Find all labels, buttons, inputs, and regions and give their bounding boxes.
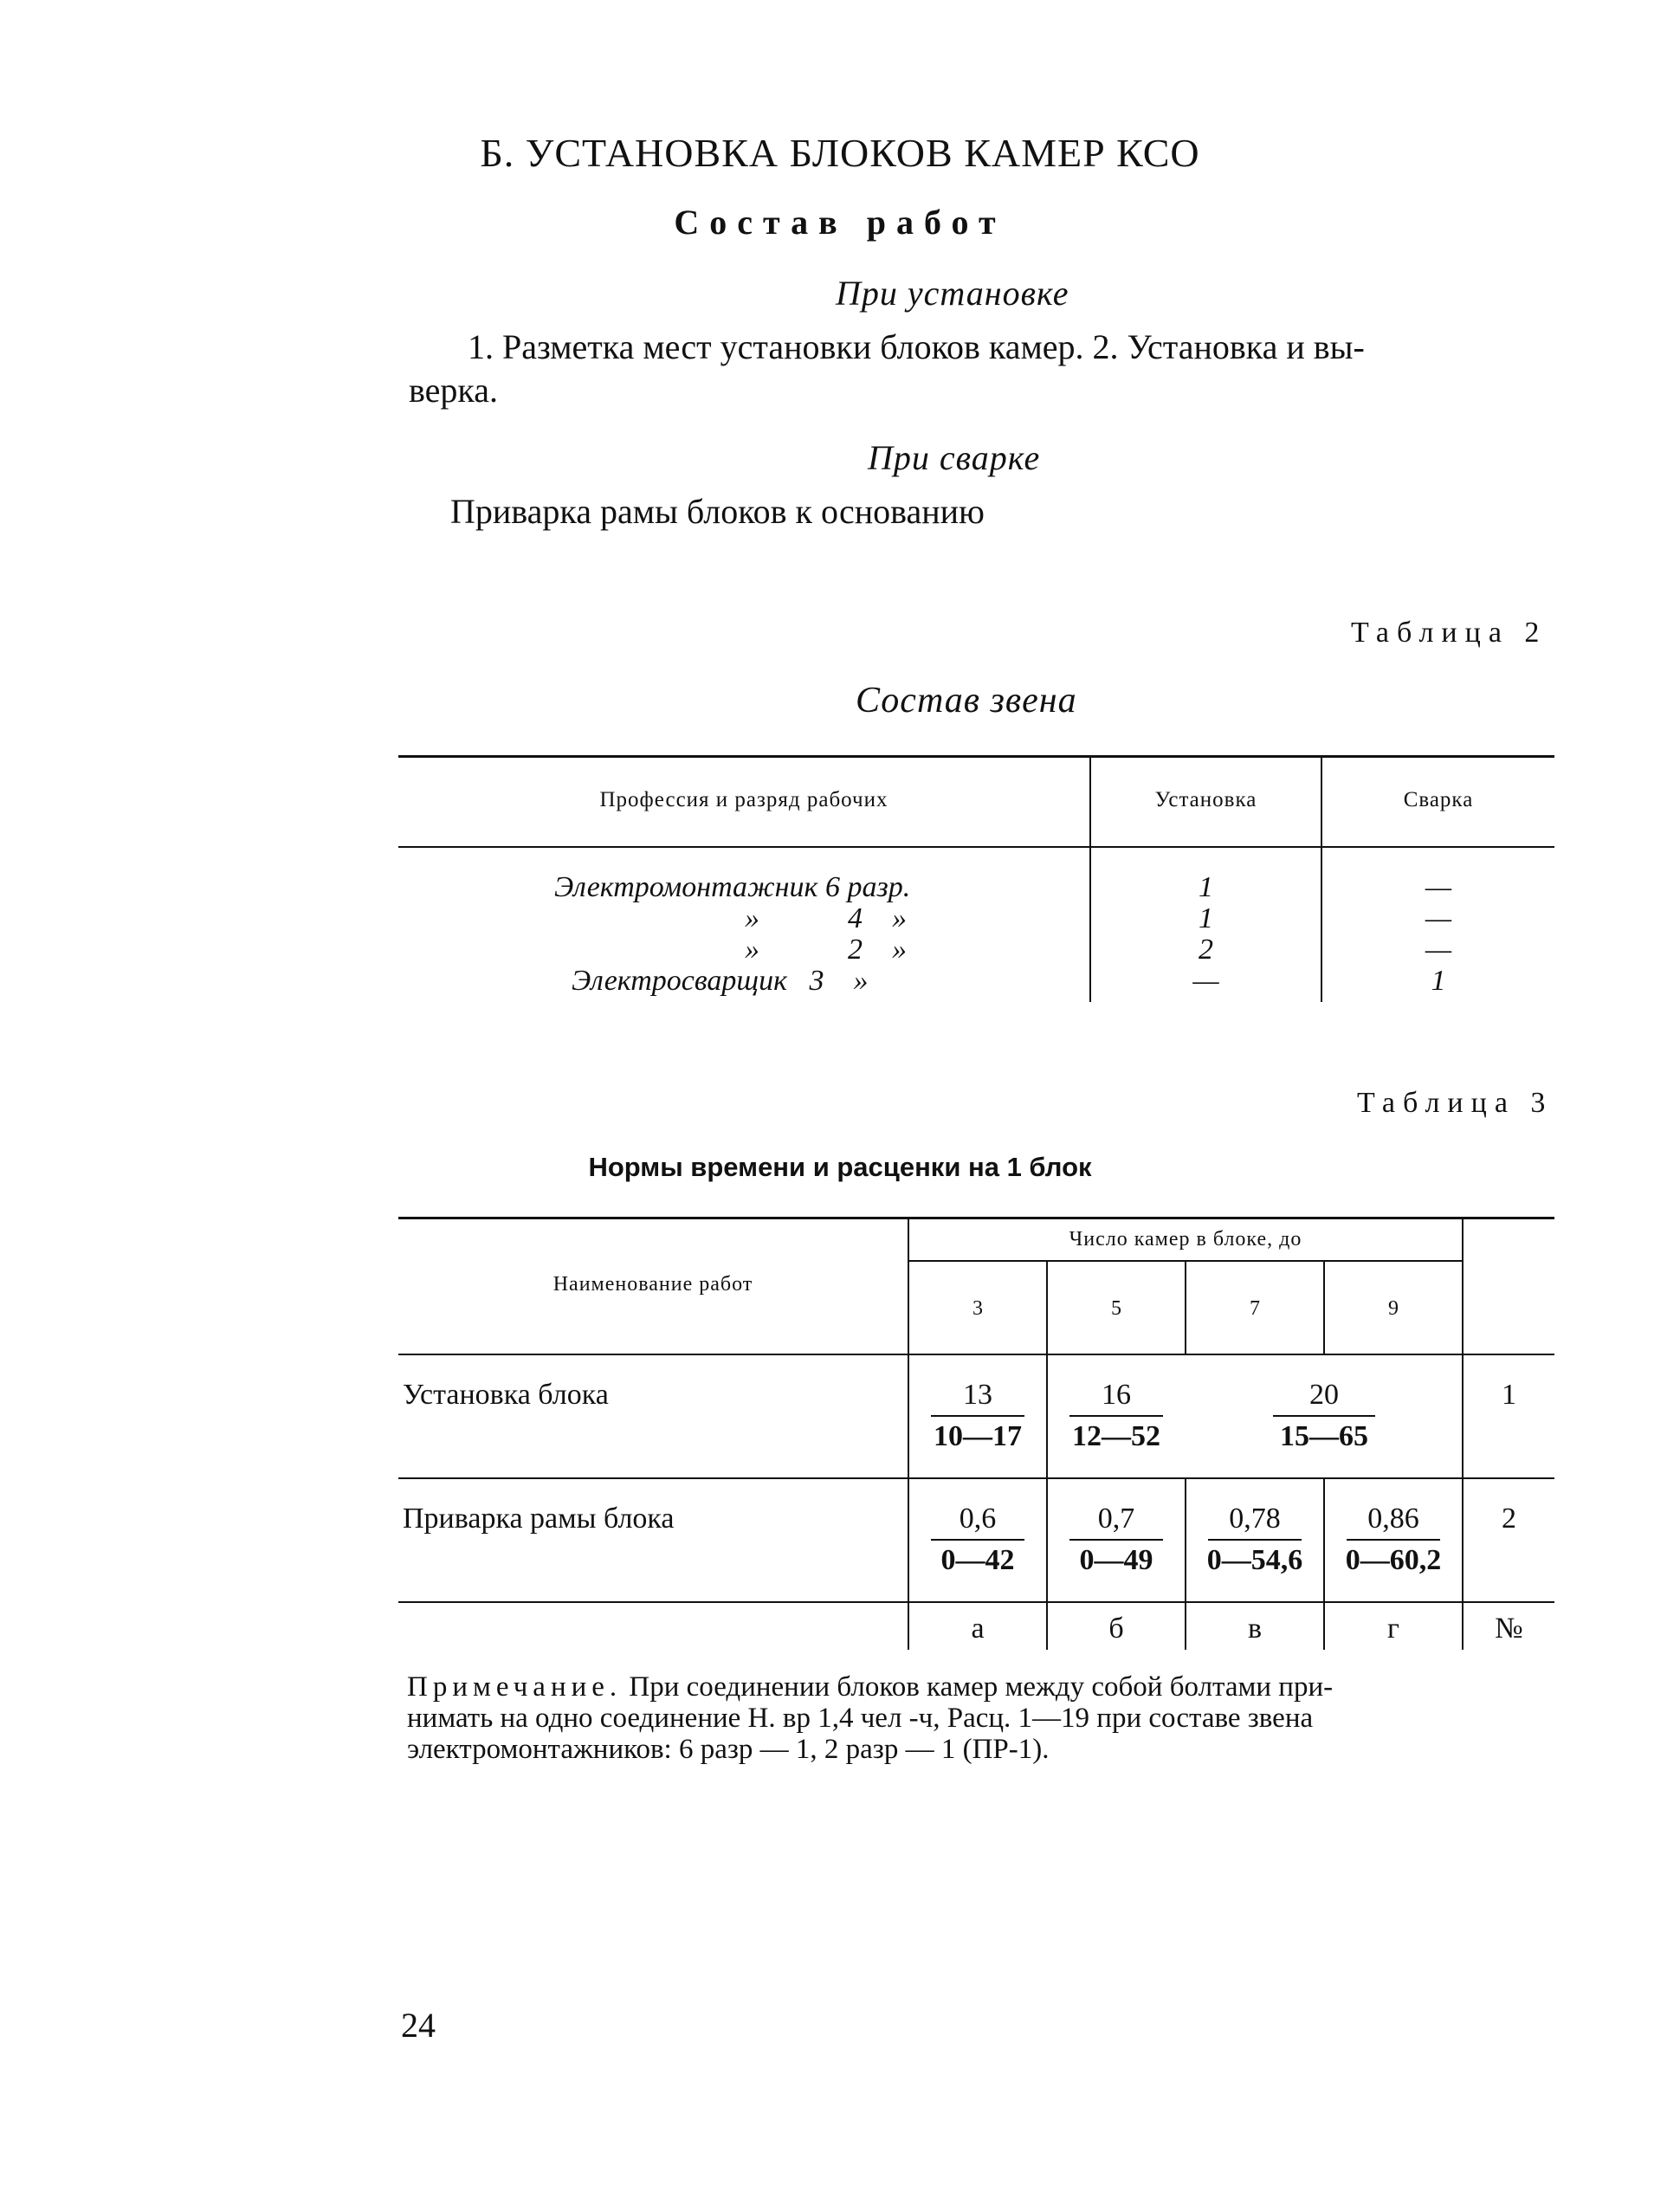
table3-row1-c3-rate: 15—65	[1280, 1420, 1368, 1452]
table3-label: Таблица 3	[1357, 1087, 1554, 1119]
table2-row2-weld: —	[1425, 902, 1452, 934]
table3-row2-c1-norm: 0,6	[959, 1503, 997, 1535]
table3-row1-c3-line	[1273, 1415, 1375, 1417]
table3-row2-c3-line	[1208, 1539, 1302, 1541]
table3-footer-v: в	[1247, 1613, 1263, 1645]
table3-row1-c1-line	[931, 1415, 1024, 1417]
table3-top-rule	[398, 1217, 1554, 1219]
page-number: 24	[401, 2006, 436, 2045]
note-prefix: Примечание.	[407, 1671, 623, 1703]
table2-header-rule	[398, 846, 1554, 848]
note	[407, 1671, 1554, 1765]
table3-footer-b: б	[1108, 1613, 1124, 1645]
table3-row2-name: Приварка рамы блока	[403, 1503, 675, 1535]
table3-row2-c3-rate: 0—54,6	[1206, 1544, 1303, 1576]
table3-col-7: 7	[1250, 1297, 1260, 1320]
table2-row1-profession: Электромонтажник 6 разр.	[554, 871, 911, 903]
table2-row1-weld: —	[1425, 871, 1452, 903]
install-text-line1: 1. Разметка мест установки блоков камер. 2. Установка и вы-	[468, 327, 1365, 366]
section-title: Б. УСТАНОВКА БЛОКОВ КАМЕР КСО	[480, 131, 1200, 175]
table3-row1-c2-line	[1069, 1415, 1163, 1417]
table3-row2-c2-norm: 0,7	[1097, 1503, 1135, 1535]
table3-row2-c2-rate: 0—49	[1079, 1544, 1153, 1576]
table3-col-3: 3	[972, 1297, 983, 1320]
table2-header-install: Установка	[1154, 788, 1257, 811]
table3-divider-no	[1462, 1217, 1464, 1650]
table2-row2-profession: » 4 »	[745, 902, 907, 934]
table2-label: Таблица 2	[1351, 617, 1548, 649]
table3-header-works: Наименование работ	[552, 1273, 753, 1296]
table3-header-rule	[398, 1354, 1554, 1355]
note-line1	[407, 1671, 1554, 1703]
table3-footer-a: а	[971, 1613, 985, 1645]
table3-row1-c2-norm: 16	[1102, 1379, 1131, 1411]
note-line2: нимать на одно соединение Н. вр 1,4 чел -ч, Расц. 1—19 при составе звена	[407, 1703, 1314, 1734]
table3-row1-c3-norm: 20	[1309, 1379, 1339, 1411]
weld-text: Приварка рамы блоков к основанию	[450, 492, 985, 531]
table3-row2-rule	[398, 1601, 1554, 1603]
table3-footer-no: №	[1495, 1613, 1523, 1645]
weld-subtitle: При сварке	[868, 438, 1041, 477]
note-line1-text: При соединении блоков камер между собой болтами при-	[622, 1671, 1334, 1703]
table2-row4-weld: 1	[1431, 965, 1446, 997]
table3-row2-c3-norm: 0,78	[1229, 1503, 1281, 1535]
table3-footer-g: г	[1387, 1613, 1399, 1645]
table3-row2-c1-rate: 0—42	[940, 1544, 1015, 1576]
install-subtitle: При установке	[836, 274, 1069, 313]
table3-row2-no: 2	[1502, 1503, 1516, 1535]
table2-row3-weld: —	[1425, 934, 1452, 966]
table3-header-group: Число камер в блоке, до	[1069, 1228, 1302, 1251]
table2-row3-install: 2	[1199, 934, 1213, 966]
table3-title: Нормы времени и расценки на 1 блок	[588, 1152, 1092, 1182]
table3-row1-c1-norm: 13	[963, 1379, 992, 1411]
table3-col-9: 9	[1388, 1297, 1399, 1320]
table2-row4-install: —	[1192, 965, 1219, 997]
table2-row4-profession: Электросварщик 3 »	[572, 965, 869, 997]
table2-header-weld: Сварка	[1403, 788, 1474, 811]
table3-row2-c4-rate: 0—60,2	[1345, 1544, 1442, 1576]
table3-row1-no: 1	[1502, 1379, 1516, 1411]
table2-header-profession: Профессия и разряд рабочих	[599, 788, 888, 811]
table3-row2-c4-line	[1347, 1539, 1440, 1541]
install-text-line2: верка.	[409, 371, 498, 410]
note-line3: электромонтажников: 6 разр — 1, 2 разр — 1 (ПР-1).	[407, 1734, 1050, 1765]
table2-title: Состав звена	[856, 681, 1077, 721]
work-composition-title: Состав работ	[674, 203, 1006, 242]
table2-top-rule	[398, 755, 1554, 758]
table2-row1-install: 1	[1199, 871, 1213, 903]
table3-col-5: 5	[1111, 1297, 1121, 1320]
table3-row2-c2-line	[1069, 1539, 1163, 1541]
table2-row2-install: 1	[1199, 902, 1213, 934]
table3-row2-c4-norm: 0,86	[1367, 1503, 1419, 1535]
table2-row3-profession: » 2 »	[745, 934, 907, 966]
table3-row1-rule	[398, 1477, 1554, 1479]
table3-row1-c2-rate: 12—52	[1072, 1420, 1160, 1452]
table3-row2-c1-line	[931, 1539, 1024, 1541]
table3-row1-c1-rate: 10—17	[934, 1420, 1022, 1452]
table3-row1-name: Установка блока	[403, 1379, 609, 1411]
